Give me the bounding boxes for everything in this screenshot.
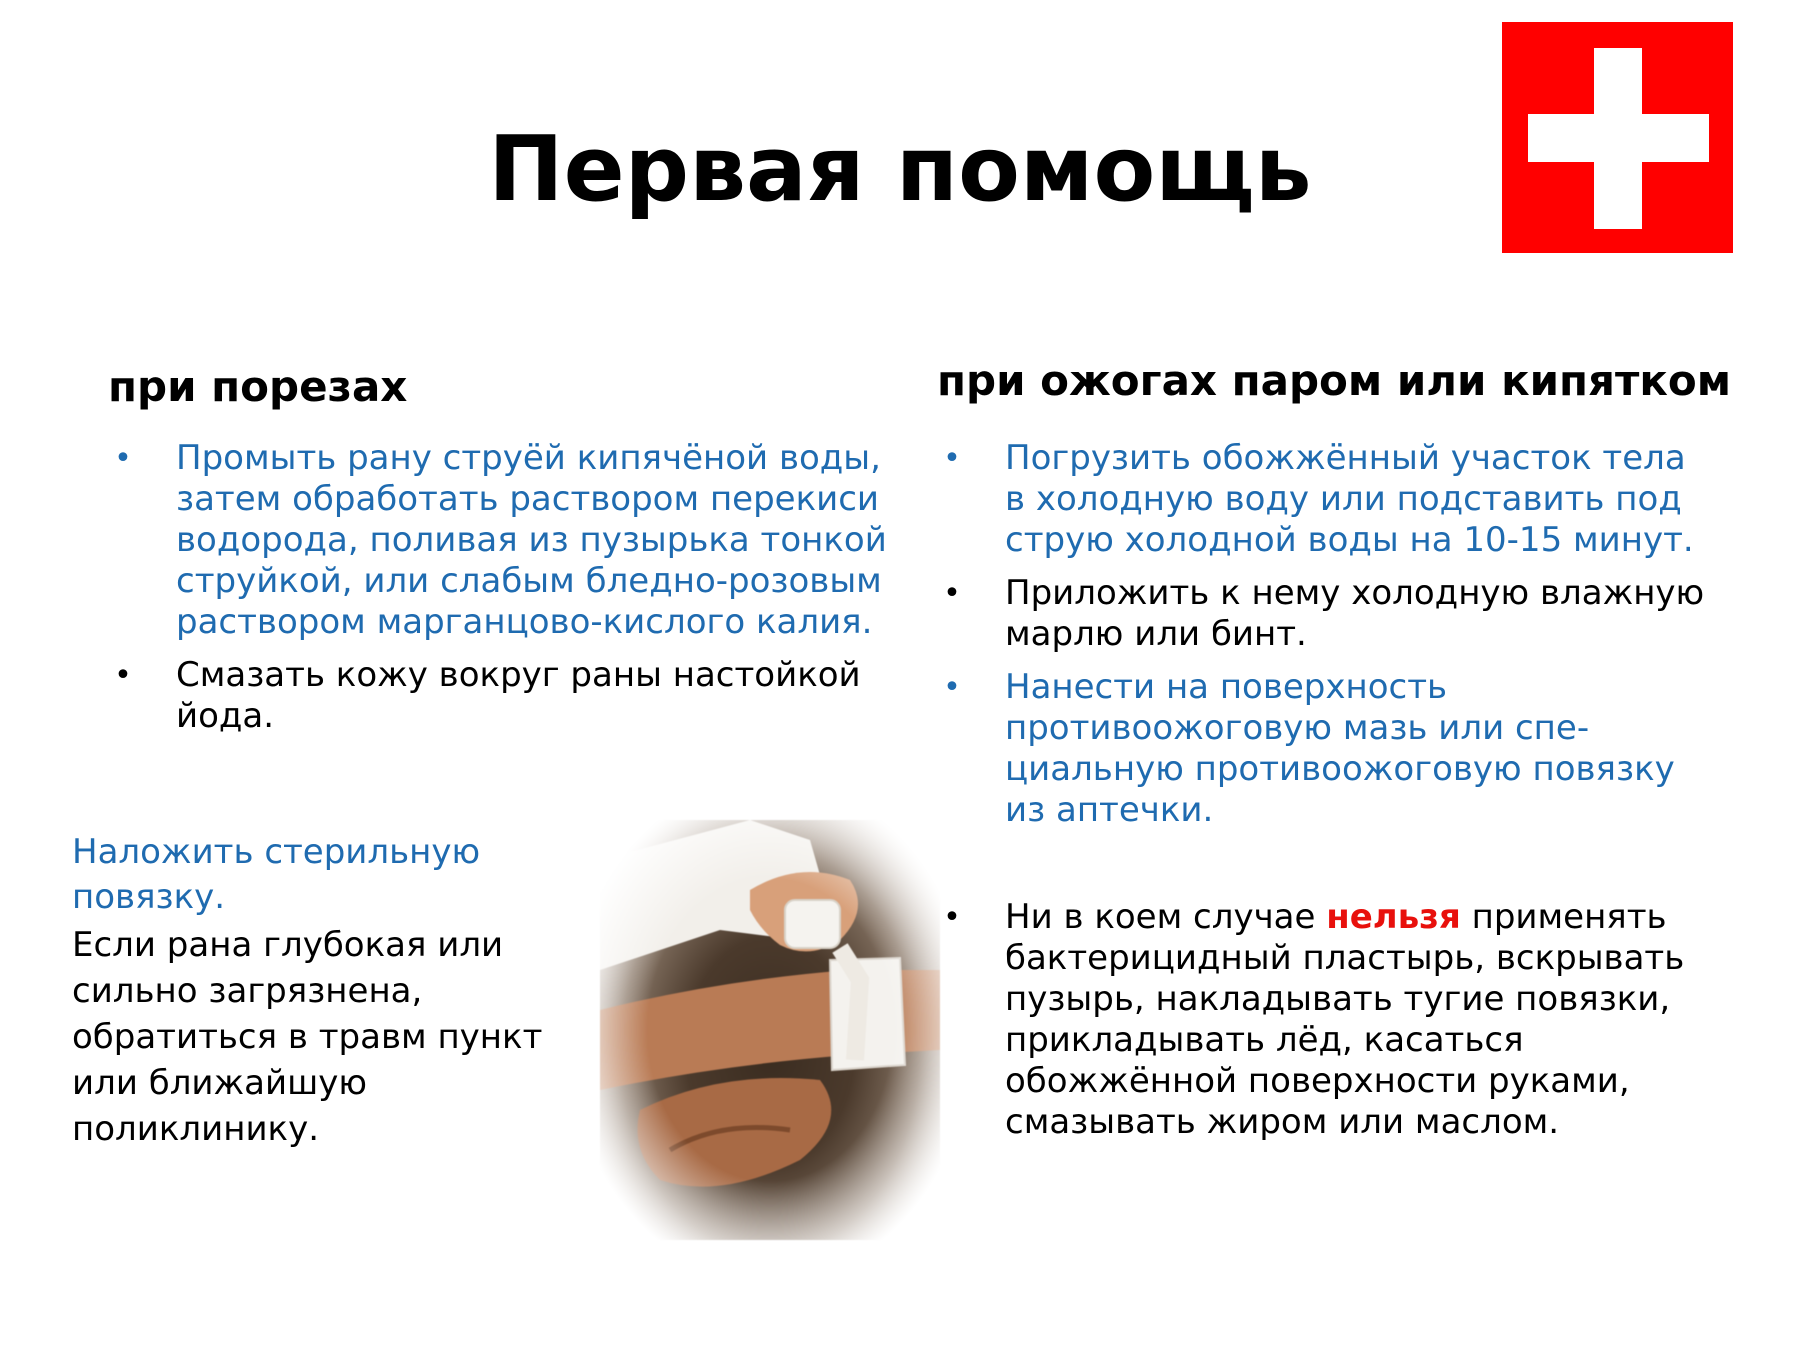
bandaging-illustration: [600, 820, 940, 1240]
bullet-icon: •: [943, 576, 961, 611]
bandaging-photo: [600, 820, 940, 1240]
list-item-text: Погрузить обожжённый участок тела в холодную воду или подставить под струю холодной воды на 10-15 минут.: [1005, 438, 1694, 560]
red-cross-icon: [1502, 22, 1733, 253]
page-title: Первая помощь: [488, 117, 1312, 222]
bullet-icon: •: [114, 658, 132, 693]
bullet-icon: •: [943, 441, 961, 476]
vignette: [600, 820, 940, 1240]
list-item-text: Нанести на поверхность противоожоговую мазь или спе-циальную противоожоговую повязку из аптечки.: [1005, 667, 1675, 830]
list-item-text: Смазать кожу вокруг раны настойкой йода.: [176, 655, 861, 736]
cuts-heading: при порезах: [108, 362, 408, 411]
warning-item: [937, 897, 1707, 1143]
list-item: [937, 438, 1707, 561]
deep-wound-note: Если рана глубокая или сильно загрязнена, обратиться в травм пункт или ближайшую поликлинику.: [72, 925, 543, 1149]
burns-list: [937, 438, 1707, 1143]
list-item-text: Приложить к нему холодную влажную марлю или бинт.: [1005, 573, 1705, 654]
list-item-text: Промыть рану струёй кипячёной воды, затем обработать раствором перекиси водорода, поливая из пузырька тонкой струйкой, или слабым бледно-розовым раствором марганцово-кислого калия.: [176, 438, 887, 642]
list-item: [937, 667, 1707, 831]
list-item: [108, 438, 888, 643]
list-item: [937, 573, 1707, 655]
bullet-icon: •: [114, 441, 132, 476]
bullet-icon: •: [943, 670, 961, 705]
cuts-list: [108, 438, 888, 737]
list-item: [108, 655, 888, 737]
burns-heading: при ожогах паром или кипятком: [937, 356, 1732, 405]
warning-highlight: нельзя: [1326, 897, 1461, 937]
warning-text-end: применять бактерицидный пластырь, вскрывать пузырь, накладывать тугие повязки, прикладывать лёд, касаться обожжённой поверхности руками, смазывать жиром или маслом.: [1005, 897, 1685, 1142]
bullet-icon: •: [943, 900, 961, 935]
cross-vertical-bar: [1594, 48, 1642, 229]
warning-text-start: Ни в коем случае: [1005, 897, 1327, 937]
sterile-bandage-note: Наложить стерильную повязку.: [72, 832, 481, 917]
